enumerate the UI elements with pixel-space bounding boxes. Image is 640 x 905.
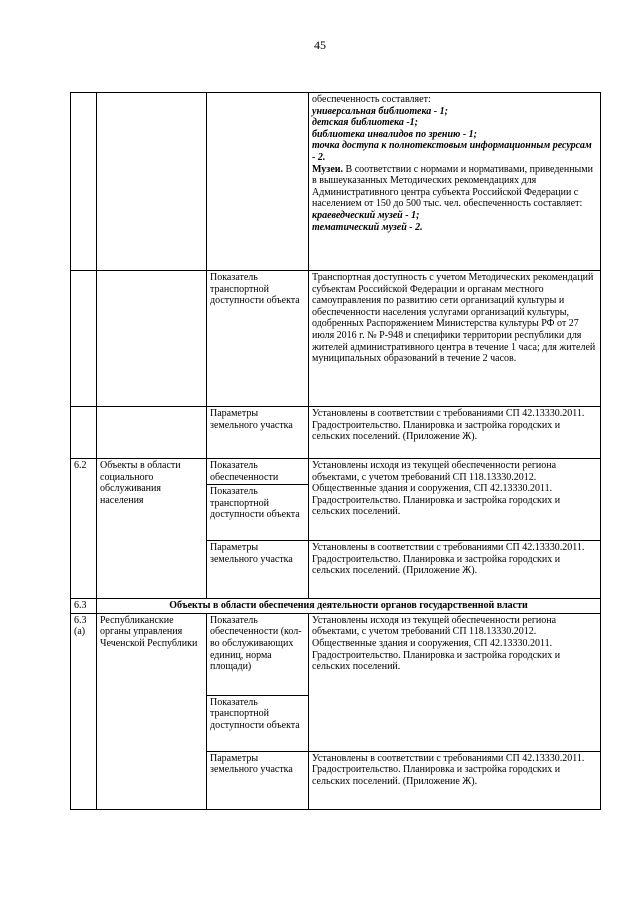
- param-cell: Параметры земельного участка: [207, 407, 309, 459]
- num-cell: [71, 93, 97, 271]
- value-cell: Транспортная доступность с учетом Методических рекомендаций субъектам Российской Федерации и органам местного самоуправления по развитию сети организаций культуры и обеспеченности населения услугами организаций культуры, одобренных Распоряжением Министерства культуры РФ от 27 июля 2016 г. № Р-948 и специфики территории республики для жителей административного центра в течение 1 часа; для жителей муниципальных образований в течение 2 часов.: [309, 271, 601, 407]
- table-row: [71, 459, 601, 485]
- table-row: [71, 613, 601, 695]
- museum-paragraph: [312, 164, 597, 210]
- value-cell: Установлены исходя из текущей обеспеченности региона объектами, с учетом требований СП 118.13330.2012. Общественные здания и сооружения, СП 42.13330.2011. Градостроительство. Планировка и застройка городских и сельских поселений.: [309, 613, 601, 751]
- param-cell: Показатель обеспеченности: [207, 459, 309, 485]
- page-number: 45: [314, 38, 326, 52]
- name-cell: Объекты в области социального обслуживания населения: [97, 459, 207, 599]
- num-cell: 6.3: [71, 599, 97, 614]
- museum-text: В соответствии с нормами и нормативами, приведенными в вышеуказанных Методических рекомендациях для Административного центра субъекта Российской Федерации с населением от 150 до 500 тыс. чел. обеспеченность составляет:: [312, 163, 593, 210]
- section-title: Объекты в области обеспечения деятельности органов государственной власти: [97, 599, 601, 614]
- value-cell: Установлены в соответствии с требованиями СП 42.13330.2011. Градостроительство. Планировка и застройка городских и сельских поселений. (Приложение Ж).: [309, 541, 601, 599]
- name-cell: [97, 271, 207, 407]
- param-cell: Показатель транспортной доступности объекта: [207, 485, 309, 541]
- param-cell: Показатель транспортной доступности объекта: [207, 271, 309, 407]
- table-row: [71, 271, 601, 407]
- norms-table: [70, 92, 601, 810]
- museum-item: тематический музей - 2.: [312, 221, 423, 233]
- param-cell: [207, 93, 309, 271]
- name-cell: [97, 407, 207, 459]
- museum-item: краеведческий музей - 1;: [312, 209, 420, 221]
- value-cell: Установлены в соответствии с требованиями СП 42.13330.2011. Градостроительство. Планировка и застройка городских и сельских поселений. (Приложение Ж).: [309, 751, 601, 809]
- library-item: универсальная библиотека - 1;: [312, 105, 448, 117]
- num-cell: [71, 407, 97, 459]
- param-cell: Показатель обеспеченности (кол-во обслуживающих единиц, норма площади): [207, 613, 309, 695]
- library-item: библиотека инвалидов по зрению - 1;: [312, 128, 477, 140]
- table-row: [71, 407, 601, 459]
- value-cell: Установлены исходя из текущей обеспеченности региона объектами, с учетом требований СП 118.13330.2012. Общественные здания и сооружения, СП 42.13330.2011. Градостроительство. Планировка и застройка городских и сельских поселений.: [309, 459, 601, 541]
- value-cell: [309, 93, 601, 271]
- param-cell: Параметры земельного участка: [207, 541, 309, 599]
- num-cell: 6.2: [71, 459, 97, 599]
- num-cell: 6.3 (а): [71, 613, 97, 809]
- value-cell: Установлены в соответствии с требованиями СП 42.13330.2011. Градостроительство. Планировка и застройка городских и сельских поселений. (Приложение Ж).: [309, 407, 601, 459]
- value-intro: обеспеченность составляет:: [312, 94, 431, 105]
- name-cell: Республиканские органы управления Чеченской Республики: [97, 613, 207, 809]
- name-cell: [97, 93, 207, 271]
- table-row: [71, 599, 601, 614]
- library-item: детская библиотека -1;: [312, 117, 419, 129]
- num-cell: [71, 271, 97, 407]
- museum-label: Музеи.: [312, 163, 344, 175]
- param-cell: Показатель транспортной доступности объекта: [207, 695, 309, 751]
- library-item: точка доступа к полнотекстовым информационным ресурсам - 2.: [312, 140, 592, 163]
- param-cell: Параметры земельного участка: [207, 751, 309, 809]
- table-row: [71, 93, 601, 271]
